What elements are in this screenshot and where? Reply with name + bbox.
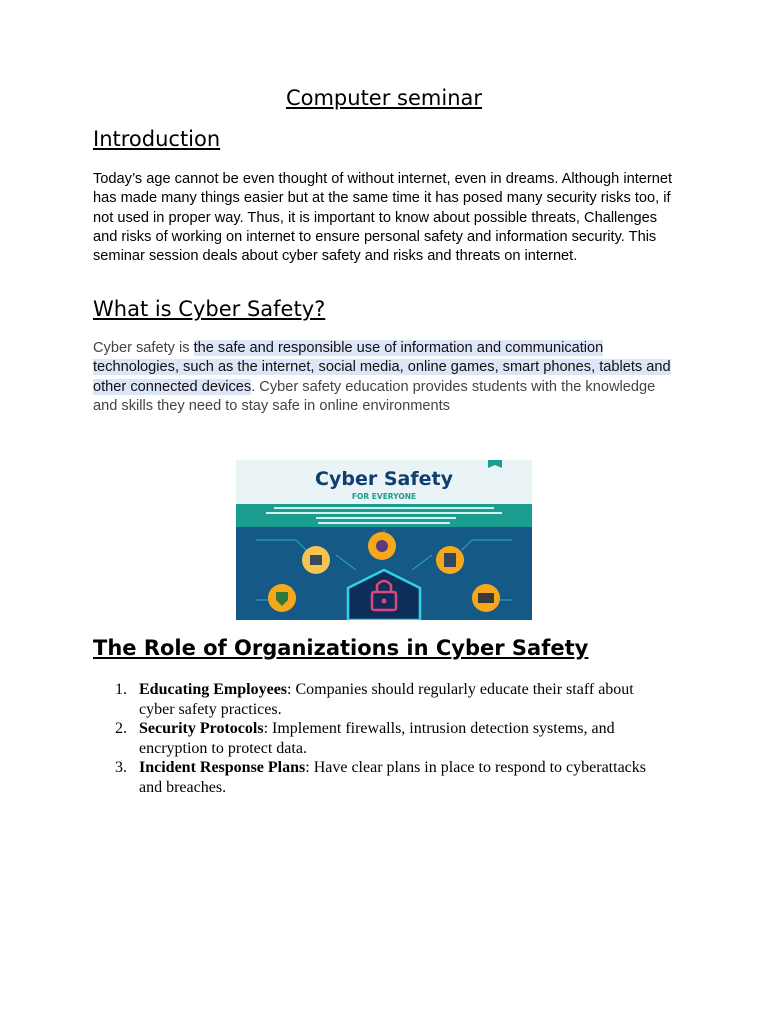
cyber-safety-lead: Cyber safety is xyxy=(93,340,194,356)
list-item-number: 3. xyxy=(115,759,127,777)
list-item-text: : Have clear plans in place to respond to cyberattacks and breaches. xyxy=(139,759,646,796)
list-item-title: Security Protocols xyxy=(139,720,264,738)
poster-title: Cyber Safety xyxy=(315,468,453,490)
list-item-text: : Companies should regularly educate their staff about cyber safety practices. xyxy=(139,681,634,718)
list-item xyxy=(93,719,673,758)
cyber-safety-poster-graphic xyxy=(236,460,532,620)
cyber-safety-tail: . Cyber safety education provides students with the knowledge and skills they need to stay safe in online environments xyxy=(93,378,656,414)
list-item xyxy=(93,758,673,797)
list-item-text: : Implement firewalls, intrusion detection systems, and encryption to protect data. xyxy=(139,720,615,757)
list-item xyxy=(93,680,673,719)
poster-subtitle: FOR EVERYONE xyxy=(351,492,417,501)
list-item-title: Incident Response Plans xyxy=(139,759,306,777)
introduction-heading: Introduction xyxy=(93,127,221,151)
page-title: Computer seminar xyxy=(285,86,483,110)
cyber-safety-definition-highlight: the safe and responsible use of information and communication technologies, such as the internet, social media, online games, smart phones, tablets and other connected devices xyxy=(93,340,671,395)
introduction-paragraph: Today’s age cannot be even thought of without internet, even in dreams. Although internet has made many things easier but at the same time it has posed many security risks too, if not used in proper way. Thus, it is important to know about possible threats, Challenges and risks of working on internet to ensure personal safety and information security. This seminar session deals about cyber safety and risks and threats on internet. xyxy=(93,171,673,265)
cyber-safety-heading: What is Cyber Safety? xyxy=(93,297,326,321)
list-item-title: Educating Employees xyxy=(139,681,288,698)
list-item-number: 2. xyxy=(115,720,127,738)
organizations-role-heading: The Role of Organizations in Cyber Safety xyxy=(93,636,589,660)
cyber-safety-paragraph xyxy=(93,339,673,416)
list-item-number: 1. xyxy=(115,681,127,698)
organizations-role-list xyxy=(93,680,673,798)
cyber-safety-poster-image xyxy=(236,460,532,620)
